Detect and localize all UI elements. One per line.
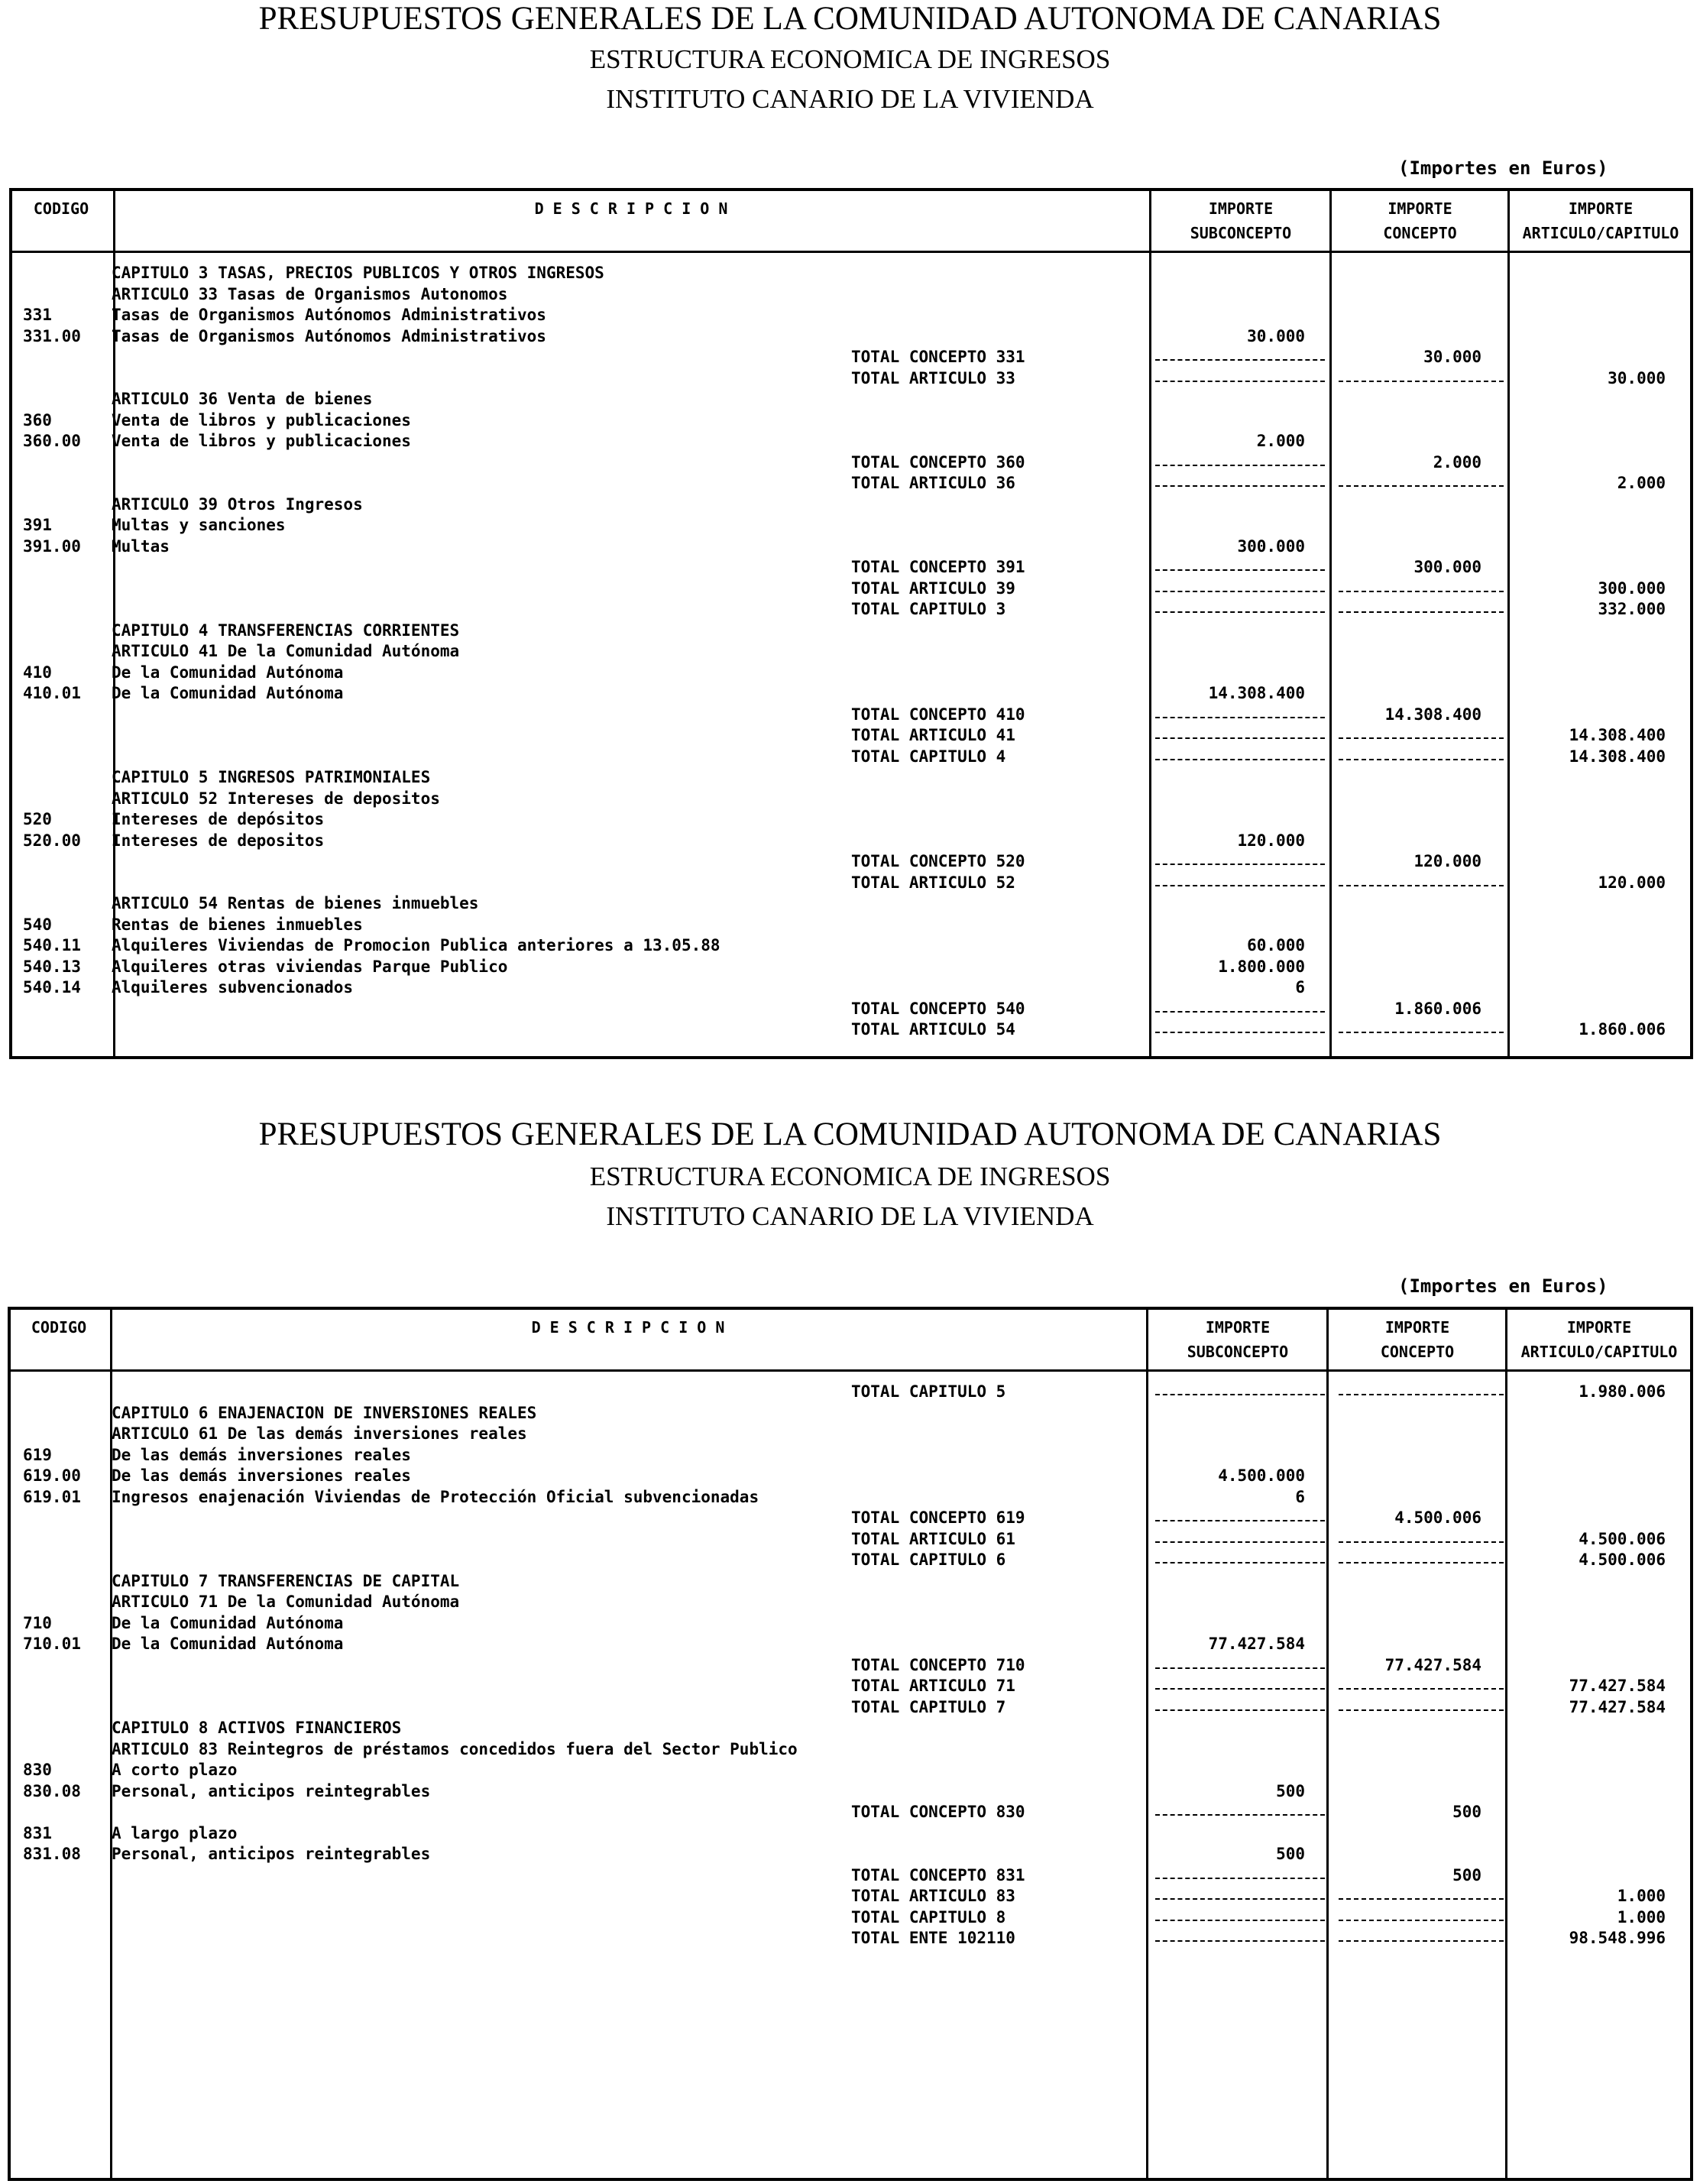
table-row (0, 1571, 1681, 1593)
amount-articulo-capitulo: 1.000 (1617, 1907, 1666, 1926)
table-row (0, 494, 1681, 516)
dashed-separator (1155, 1940, 1325, 1942)
row-total-label: TOTAL CAPITULO 6 (851, 1551, 1006, 1569)
table-row (0, 1487, 1681, 1508)
units-note: (Importes en Euros) (1398, 1275, 1608, 1297)
table-row (0, 410, 1681, 432)
row-description: ARTICULO 33 Tasas de Organismos Autonomos (112, 284, 508, 303)
dashed-separator (1155, 1920, 1325, 1921)
table-row (0, 1403, 1681, 1424)
amount-concepto: 14.308.400 (1384, 705, 1481, 724)
dashed-separator (1155, 591, 1325, 592)
table-row (0, 957, 1681, 978)
row-code: 391 (23, 516, 52, 534)
row-total-label: TOTAL ARTICULO 83 (851, 1887, 1015, 1905)
amount-articulo-capitulo: 332.000 (1598, 600, 1666, 618)
col-header-subconcepto: SUBCONCEPTO (1187, 1343, 1289, 1361)
row-total-label: TOTAL ENTE 102110 (851, 1929, 1015, 1947)
row-total-label: TOTAL CAPITULO 5 (851, 1382, 1006, 1401)
row-total-label: TOTAL CONCEPTO 830 (851, 1803, 1025, 1821)
total-row (0, 999, 1681, 1020)
total-row (0, 725, 1681, 747)
dashed-separator (1339, 1032, 1504, 1033)
table-row (0, 1613, 1681, 1635)
row-description: De las demás inversiones reales (112, 1445, 411, 1464)
row-total-label: TOTAL CONCEPTO 540 (851, 999, 1025, 1018)
page-title: PRESUPUESTOS GENERALES DE LA COMUNIDAD AUTONOMA DE CANARIAS (258, 1116, 1442, 1152)
amount-subconcepto: 2.000 (1256, 432, 1305, 450)
row-description: Multas y sanciones (112, 516, 286, 534)
col-header-descripcion: D E S C R I P C I O N (531, 1318, 725, 1337)
row-total-label: TOTAL ARTICULO 39 (851, 578, 1015, 598)
row-code: 391.00 (23, 536, 81, 556)
table-row (0, 789, 1681, 810)
table-row (0, 1592, 1681, 1613)
table-row (0, 326, 1681, 348)
amount-articulo-capitulo: 4.500.006 (1579, 1529, 1666, 1548)
dashed-separator (1155, 1520, 1325, 1521)
dashed-separator (1339, 611, 1504, 613)
dashed-separator (1155, 1709, 1325, 1711)
table-row (0, 663, 1681, 684)
row-code: 410 (23, 663, 52, 682)
dashed-separator (1155, 1688, 1325, 1690)
amount-subconcepto: 500 (1276, 1845, 1305, 1863)
row-description: Intereses de depósitos (112, 810, 325, 828)
amount-articulo-capitulo: 30.000 (1608, 368, 1666, 387)
row-total-label: TOTAL CONCEPTO 391 (851, 558, 1025, 576)
table-row (0, 515, 1681, 536)
row-total-label: TOTAL ARTICULO 41 (851, 726, 1015, 744)
page-subtitle: ESTRUCTURA ECONOMICA DE INGRESOS (589, 44, 1111, 74)
total-row (0, 1865, 1681, 1887)
dashed-separator (1155, 1011, 1325, 1013)
row-code: 710.01 (23, 1635, 81, 1653)
row-code: 830.08 (23, 1781, 81, 1800)
dashed-separator (1155, 1667, 1325, 1669)
dashed-separator (1155, 864, 1325, 865)
dashed-separator (1155, 885, 1325, 886)
dashed-separator (1155, 717, 1325, 718)
row-description: Tasas de Organismos Autónomos Administrativos (112, 306, 546, 324)
amount-articulo-capitulo: 1.000 (1617, 1887, 1666, 1905)
amount-concepto: 4.500.006 (1394, 1508, 1481, 1527)
row-description: Multas (112, 536, 170, 556)
row-total-label: TOTAL CONCEPTO 360 (851, 452, 1025, 471)
amount-articulo-capitulo: 77.427.584 (1569, 1697, 1666, 1716)
total-row (0, 705, 1681, 726)
row-total-label: TOTAL CAPITULO 4 (851, 747, 1006, 766)
col-header-importe: IMPORTE (1205, 1318, 1271, 1337)
total-row (0, 1907, 1681, 1929)
row-code: 619.00 (23, 1466, 81, 1485)
row-code: 540 (23, 915, 52, 934)
total-row (0, 1655, 1681, 1677)
table-row (0, 915, 1681, 936)
row-code: 360 (23, 410, 52, 429)
total-row (0, 1802, 1681, 1823)
amount-subconcepto: 4.500.000 (1218, 1466, 1305, 1485)
table-row (0, 641, 1681, 663)
dashed-separator (1339, 737, 1504, 739)
amount-concepto: 500 (1452, 1865, 1481, 1884)
row-description: ARTICULO 61 De las demás inversiones reales (112, 1424, 527, 1443)
dashed-separator (1339, 1394, 1504, 1395)
amount-subconcepto: 120.000 (1237, 831, 1305, 850)
total-row (0, 1529, 1681, 1551)
row-total-label: TOTAL CONCEPTO 831 (851, 1865, 1025, 1884)
total-row (0, 368, 1681, 390)
table-row (0, 767, 1681, 789)
amount-concepto: 300.000 (1413, 558, 1481, 576)
row-code: 360.00 (23, 432, 81, 450)
total-row (0, 1019, 1681, 1041)
row-total-label: TOTAL CAPITULO 8 (851, 1907, 1006, 1926)
row-description: De las demás inversiones reales (112, 1466, 411, 1485)
col-header-importe: IMPORTE (1384, 1318, 1450, 1337)
col-header-codigo: CODIGO (31, 1318, 87, 1337)
amount-subconcepto: 300.000 (1237, 536, 1305, 556)
dashed-separator (1339, 1709, 1504, 1711)
dashed-separator (1339, 1920, 1504, 1921)
dashed-separator (1339, 1541, 1504, 1543)
row-description: ARTICULO 52 Intereses de depositos (112, 789, 440, 808)
col-header-descripcion: D E S C R I P C I O N (534, 199, 728, 218)
row-total-label: TOTAL CAPITULO 3 (851, 600, 1006, 618)
row-description: CAPITULO 3 TASAS, PRECIOS PUBLICOS Y OTROS INGRESOS (112, 264, 604, 282)
amount-concepto: 77.427.584 (1384, 1655, 1481, 1674)
row-description: Alquileres otras viviendas Parque Publico (112, 957, 508, 976)
amount-subconcepto: 77.427.584 (1208, 1635, 1305, 1653)
col-header-importe: IMPORTE (1566, 1318, 1632, 1337)
row-code: 831 (23, 1823, 52, 1842)
col-header-importe: IMPORTE (1388, 199, 1452, 218)
dashed-separator (1339, 1688, 1504, 1690)
row-description: De la Comunidad Autónoma (112, 1613, 344, 1632)
dashed-separator (1155, 465, 1325, 466)
page-subtitle: ESTRUCTURA ECONOMICA DE INGRESOS (589, 1162, 1111, 1191)
row-description: Ingresos enajenación Viviendas de Protección Oficial subvencionadas (112, 1487, 759, 1506)
row-total-label: TOTAL ARTICULO 52 (851, 873, 1015, 892)
row-description: Tasas de Organismos Autónomos Administrativos (112, 326, 546, 345)
dashed-separator (1155, 1898, 1325, 1900)
total-row (0, 873, 1681, 894)
row-total-label: TOTAL ARTICULO 61 (851, 1529, 1015, 1548)
total-row (0, 599, 1681, 621)
table-row (0, 621, 1681, 642)
dashed-separator (1155, 1541, 1325, 1543)
amount-concepto: 2.000 (1433, 452, 1481, 471)
table-row (0, 389, 1681, 410)
dashed-separator (1339, 759, 1504, 760)
total-row (0, 1550, 1681, 1571)
row-description: Personal, anticipos reintegrables (112, 1845, 431, 1863)
total-row (0, 747, 1681, 768)
total-row (0, 1508, 1681, 1529)
total-row (0, 347, 1681, 368)
table-row (0, 1760, 1681, 1781)
row-description: CAPITULO 4 TRANSFERENCIAS CORRIENTES (112, 621, 460, 640)
amount-articulo-capitulo: 1.980.006 (1579, 1382, 1666, 1401)
row-description: Intereses de depositos (112, 831, 325, 850)
row-total-label: TOTAL ARTICULO 36 (851, 474, 1015, 492)
dashed-separator (1155, 1814, 1325, 1816)
row-total-label: TOTAL CONCEPTO 710 (851, 1655, 1025, 1674)
amount-concepto: 30.000 (1423, 348, 1481, 366)
dashed-separator (1339, 885, 1504, 886)
amount-subconcepto: 6 (1295, 978, 1305, 996)
amount-subconcepto: 30.000 (1247, 326, 1305, 345)
row-code: 331.00 (23, 326, 81, 345)
total-row (0, 452, 1681, 474)
amount-articulo-capitulo: 77.427.584 (1569, 1677, 1666, 1695)
row-total-label: TOTAL ARTICULO 33 (851, 368, 1015, 387)
units-note: (Importes en Euros) (1398, 157, 1608, 179)
table-row (0, 1424, 1681, 1445)
total-row (0, 473, 1681, 494)
row-code: 540.11 (23, 936, 81, 954)
entity-name: INSTITUTO CANARIO DE LA VIVIENDA (606, 1201, 1094, 1231)
table-row (0, 1781, 1681, 1803)
row-description: Alquileres subvencionados (112, 978, 354, 996)
dashed-separator (1155, 1878, 1325, 1879)
row-code: 710 (23, 1613, 52, 1632)
table-row (0, 935, 1681, 957)
row-code: 831.08 (23, 1845, 81, 1863)
amount-subconcepto: 1.800.000 (1218, 957, 1305, 976)
dashed-separator (1155, 759, 1325, 760)
table-row (0, 683, 1681, 705)
table-row (0, 1445, 1681, 1466)
dashed-separator (1155, 1394, 1325, 1395)
dashed-separator (1155, 737, 1325, 739)
amount-subconcepto: 6 (1295, 1487, 1305, 1506)
table-row (0, 431, 1681, 452)
row-total-label: TOTAL CAPITULO 7 (851, 1697, 1006, 1716)
row-code: 619 (23, 1445, 52, 1464)
total-row (0, 557, 1681, 578)
amount-articulo-capitulo: 4.500.006 (1579, 1551, 1666, 1569)
table-row (0, 893, 1681, 915)
dashed-separator (1155, 1032, 1325, 1033)
amount-concepto: 500 (1452, 1803, 1481, 1821)
row-description: ARTICULO 41 De la Comunidad Autónoma (112, 642, 460, 660)
total-row (0, 1382, 1681, 1403)
dashed-separator (1339, 485, 1504, 487)
col-header-importe: IMPORTE (1568, 199, 1634, 218)
row-total-label: TOTAL CONCEPTO 410 (851, 705, 1025, 724)
row-description: CAPITULO 8 ACTIVOS FINANCIEROS (112, 1719, 402, 1737)
table-row (0, 1739, 1681, 1761)
amount-subconcepto: 60.000 (1247, 936, 1305, 954)
dashed-separator (1339, 591, 1504, 592)
row-code: 540.13 (23, 957, 81, 976)
col-header-importe: IMPORTE (1208, 199, 1274, 218)
dashed-separator (1339, 1940, 1504, 1942)
row-description: CAPITULO 6 ENAJENACION DE INVERSIONES REALES (112, 1403, 537, 1422)
dashed-separator (1155, 1562, 1325, 1563)
total-row (0, 578, 1681, 600)
row-description: De la Comunidad Autónoma (112, 684, 344, 702)
row-description: CAPITULO 7 TRANSFERENCIAS DE CAPITAL (112, 1571, 460, 1590)
amount-articulo-capitulo: 120.000 (1598, 873, 1666, 892)
table-row (0, 1634, 1681, 1655)
row-description: Venta de libros y publicaciones (112, 432, 411, 450)
row-description: Venta de libros y publicaciones (112, 410, 411, 429)
dashed-separator (1339, 381, 1504, 382)
col-header-concepto: CONCEPTO (1380, 1343, 1455, 1361)
row-total-label: TOTAL ARTICULO 71 (851, 1677, 1015, 1695)
table-row (0, 536, 1681, 558)
row-description: ARTICULO 83 Reintegros de préstamos concedidos fuera del Sector Publico (112, 1739, 798, 1758)
amount-subconcepto: 14.308.400 (1208, 684, 1305, 702)
row-total-label: TOTAL ARTICULO 54 (851, 1020, 1015, 1039)
dashed-separator (1155, 569, 1325, 571)
row-description: ARTICULO 54 Rentas de bienes inmuebles (112, 894, 479, 912)
total-row (0, 851, 1681, 873)
dashed-separator (1155, 485, 1325, 487)
row-description: ARTICULO 71 De la Comunidad Autónoma (112, 1593, 460, 1611)
col-header-subconcepto: SUBCONCEPTO (1190, 224, 1292, 242)
row-description: De la Comunidad Autónoma (112, 663, 344, 682)
col-header-codigo: CODIGO (33, 199, 89, 218)
amount-articulo-capitulo: 98.548.996 (1569, 1929, 1666, 1947)
row-code: 619.01 (23, 1487, 81, 1506)
total-row (0, 1886, 1681, 1907)
table-row (0, 1844, 1681, 1865)
amount-subconcepto: 500 (1276, 1781, 1305, 1800)
table-row (0, 977, 1681, 999)
row-code: 540.14 (23, 978, 81, 996)
amount-concepto: 120.000 (1413, 852, 1481, 870)
amount-articulo-capitulo: 2.000 (1617, 474, 1666, 492)
row-description: ARTICULO 39 Otros Ingresos (112, 494, 363, 514)
dashed-separator (1155, 359, 1325, 361)
row-description: Rentas de bienes inmuebles (112, 915, 363, 934)
row-description: ARTICULO 36 Venta de bienes (112, 390, 373, 408)
row-total-label: TOTAL CONCEPTO 619 (851, 1508, 1025, 1527)
row-code: 410.01 (23, 684, 81, 702)
col-header-articulo-capitulo: ARTICULO/CAPITULO (1522, 224, 1679, 242)
table-row (0, 284, 1681, 306)
entity-name: INSTITUTO CANARIO DE LA VIVIENDA (606, 84, 1094, 114)
table-row (0, 263, 1681, 284)
table-row (0, 1466, 1681, 1487)
row-description: Alquileres Viviendas de Promocion Publica anteriores a 13.05.88 (112, 936, 720, 954)
row-code: 520.00 (23, 831, 81, 850)
total-row (0, 1676, 1681, 1697)
table-row (0, 809, 1681, 831)
row-total-label: TOTAL CONCEPTO 520 (851, 852, 1025, 870)
row-code: 830 (23, 1761, 52, 1779)
amount-articulo-capitulo: 300.000 (1598, 578, 1666, 598)
amount-articulo-capitulo: 1.860.006 (1579, 1020, 1666, 1039)
table-row (0, 305, 1681, 326)
table-row (0, 1718, 1681, 1739)
row-description: Personal, anticipos reintegrables (112, 1781, 431, 1800)
table-row (0, 1823, 1681, 1845)
row-code: 520 (23, 810, 52, 828)
col-header-concepto: CONCEPTO (1383, 224, 1457, 242)
dashed-separator (1155, 611, 1325, 613)
amount-articulo-capitulo: 14.308.400 (1569, 726, 1666, 744)
col-header-articulo-capitulo: ARTICULO/CAPITULO (1520, 1343, 1678, 1361)
dashed-separator (1339, 1562, 1504, 1563)
table-row (0, 831, 1681, 852)
row-code: 331 (23, 306, 52, 324)
dashed-separator (1155, 381, 1325, 382)
total-row (0, 1697, 1681, 1719)
row-description: CAPITULO 5 INGRESOS PATRIMONIALES (112, 768, 431, 786)
row-description: A largo plazo (112, 1823, 238, 1842)
amount-concepto: 1.860.006 (1394, 999, 1481, 1018)
total-row (0, 1928, 1681, 1949)
dashed-separator (1339, 1898, 1504, 1900)
amount-articulo-capitulo: 14.308.400 (1569, 747, 1666, 766)
page-title: PRESUPUESTOS GENERALES DE LA COMUNIDAD AUTONOMA DE CANARIAS (258, 1, 1442, 37)
row-description: De la Comunidad Autónoma (112, 1635, 344, 1653)
row-total-label: TOTAL CONCEPTO 331 (851, 348, 1025, 366)
row-description: A corto plazo (112, 1761, 238, 1779)
